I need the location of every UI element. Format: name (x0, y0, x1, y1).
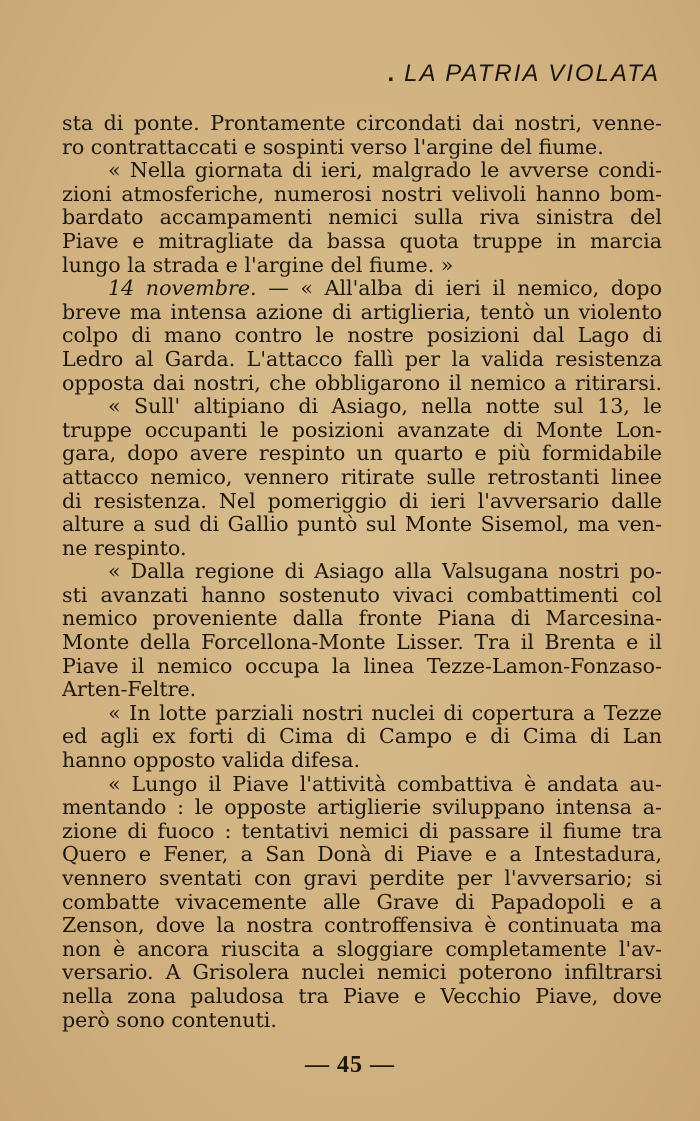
text-line (62, 655, 662, 679)
line-text: « Sull' altipiano di Asiago, nella notte sul 13, le (108, 395, 662, 419)
line-text: Zenson, dove la nostra controffensiva è continuata ma (62, 914, 662, 938)
line-text: di resistenza. Nel pomeriggio di ieri l'avversario dalle (62, 489, 662, 513)
line-text: versario. A Grisolera nuclei nemici poterono infiltrarsi (62, 961, 662, 985)
line-text: « Lungo il Piave l'attività combattiva è andata au- (108, 772, 662, 796)
text-line (62, 584, 662, 608)
text-line (62, 466, 662, 490)
line-text: — « All'alba di ieri il nemico, dopo (256, 277, 662, 301)
text-line (62, 820, 662, 844)
text-line (62, 891, 662, 915)
line-text: lungo la strada e l'argine del fiume. » (62, 253, 454, 277)
text-line (62, 938, 662, 962)
line-text: Piave e mitragliate da bassa quota truppe in marcia (62, 229, 662, 253)
line-text: bardato accampamenti nemici sulla riva sinistra del (62, 206, 662, 230)
date-heading: 14 novembre. (108, 277, 257, 301)
line-text: sti avanzati hanno sostenuto vivaci combattimenti col (62, 583, 662, 607)
line-text: « In lotte parziali nostri nuclei di copertura a Tezze (108, 701, 662, 725)
text-line (62, 395, 662, 419)
text-line (62, 112, 662, 136)
line-text: ed agli ex forti di Cima di Campo e di Cima di Lan (62, 725, 662, 749)
line-text: Piave il nemico occupa la linea Tezze-Lamon-Fonzaso- (62, 654, 662, 678)
page-number: — 45 — (305, 1052, 395, 1078)
line-text: però sono contenuti. (62, 1008, 277, 1032)
text-line (62, 490, 662, 514)
line-text: nemico proveniente dalla fronte Piana di Marcesina- (62, 607, 662, 631)
text-line (62, 914, 662, 938)
line-text: colpo di mano contro le nostre posizioni dal Lago di (62, 324, 662, 348)
text-line (62, 159, 662, 183)
text-line (62, 183, 662, 207)
text-line (62, 678, 662, 702)
line-text: truppe occupanti le posizioni avanzate di Monte Lon- (62, 418, 662, 442)
line-text: combatte vivacemente alle Grave di Papadopoli e a (62, 890, 662, 914)
line-text: « Dalla regione di Asiago alla Valsugana nostri po- (108, 560, 662, 584)
text-line (62, 867, 662, 891)
text-line (62, 607, 662, 631)
text-line (62, 324, 662, 348)
text-line (62, 702, 662, 726)
line-text: zione di fuoco : tentativi nemici di passare il fiume tra (62, 819, 662, 843)
line-text: attacco nemico, vennero ritirate sulle retrostanti linee (62, 465, 662, 489)
line-text: sta di ponte. Prontamente circondati dai nostri, venne- (62, 112, 662, 135)
line-text: Monte della Forcellona-Monte Lisser. Tra il Brenta e il (62, 631, 662, 655)
running-head-title: LA PATRIA VIOLATA (404, 60, 660, 87)
text-line (62, 773, 662, 797)
line-text: breve ma intensa azione di artiglieria, tentò un violento (62, 300, 662, 324)
text-line (62, 796, 662, 820)
text-line (62, 277, 662, 301)
text-line (62, 301, 662, 325)
line-text: Ledro al Garda. L'attacco fallì per la valida resistenza (62, 347, 662, 371)
line-text: gara, dopo avere respinto un quarto e più formidabile (62, 442, 662, 466)
line-text: mentando : le opposte artiglierie sviluppano intensa a- (62, 796, 662, 820)
text-line (62, 843, 662, 867)
text-line (62, 725, 662, 749)
line-text: opposta dai nostri, che obbligarono il nemico a ritirarsi. (62, 371, 662, 395)
body-text (62, 112, 662, 1032)
line-text: hanno opposto valida difesa. (62, 749, 361, 773)
text-line (62, 254, 662, 278)
text-line (62, 372, 662, 396)
running-head (387, 60, 660, 88)
text-line (62, 419, 662, 443)
running-head-dot: . (387, 60, 397, 87)
text-line (62, 513, 662, 537)
line-text: zioni atmosferiche, numerosi nostri velivoli hanno bom- (62, 182, 662, 206)
text-line (62, 1009, 662, 1033)
text-line (62, 136, 662, 160)
text-line (62, 442, 662, 466)
line-text: non è ancora riuscita a sloggiare completamente l'av- (62, 937, 662, 961)
text-line (62, 560, 662, 584)
line-text: Quero e Fener, a San Donà di Piave e a Intestadura, (62, 843, 662, 867)
text-line (62, 631, 662, 655)
text-line (62, 749, 662, 773)
text-line (62, 985, 662, 1009)
line-text: ro contrattaccati e sospinti verso l'argine del fiume. (62, 135, 604, 159)
text-line (62, 961, 662, 985)
line-text: « Nella giornata di ieri, malgrado le avverse condi- (108, 159, 662, 183)
line-text: Arten-Feltre. (62, 678, 197, 702)
line-text: nella zona paludosa tra Piave e Vecchio Piave, dove (62, 984, 662, 1008)
text-line (62, 348, 662, 372)
line-text: ne respinto. (62, 536, 187, 560)
text-line (62, 230, 662, 254)
line-text: alture a sud di Gallio puntò sul Monte Sisemol, ma ven- (62, 513, 662, 537)
line-text: vennero sventati con gravi perdite per l'avversario; si (62, 867, 662, 890)
text-line (62, 206, 662, 230)
text-line (62, 537, 662, 561)
